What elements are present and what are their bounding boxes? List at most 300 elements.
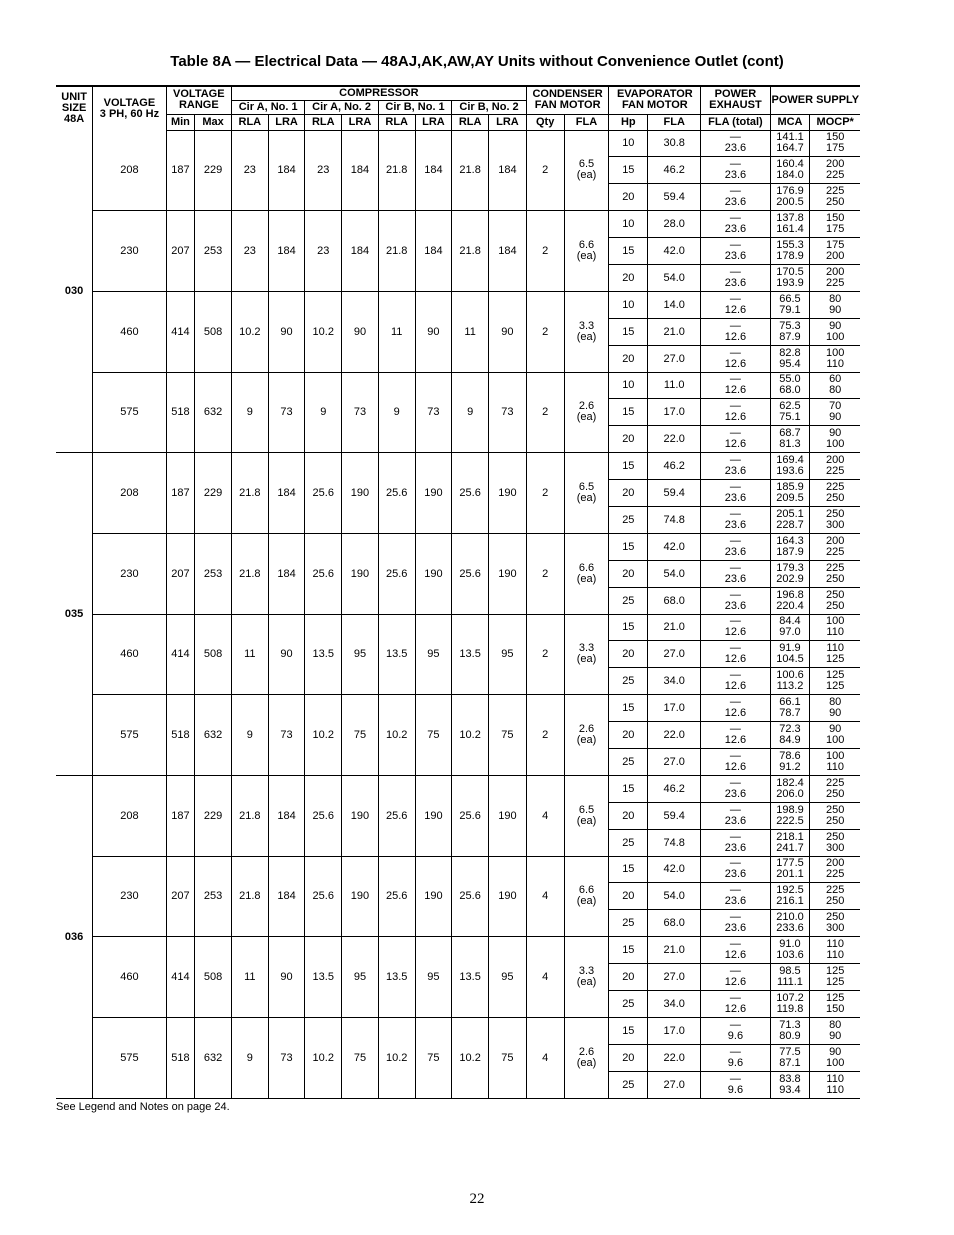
header-voltage-line: 3 PH, 60 Hz — [99, 107, 160, 120]
header-voltage — [93, 86, 166, 130]
power-exhaust-value: 9.6 — [727, 1083, 744, 1096]
mca-value-without-pe: 218.1 — [776, 830, 804, 843]
power-exhaust-cell — [701, 668, 770, 695]
mca-value-with-pe: 75.1 — [779, 411, 801, 424]
voltage-min-cell: 187 — [166, 453, 195, 534]
compressor-rla-cell: 11 — [231, 614, 268, 695]
compressor-lra-cell: 75 — [488, 695, 526, 776]
mca-value-with-pe: 119.8 — [776, 1002, 804, 1015]
compressor-lra-cell: 73 — [268, 1017, 305, 1098]
mca-value-with-pe: 233.6 — [776, 922, 804, 935]
compressor-lra-cell: 184 — [488, 211, 526, 292]
power-exhaust-cell — [701, 291, 770, 318]
mocp-value-with-pe: 110 — [826, 760, 844, 773]
power-exhaust-value: 12.6 — [724, 707, 747, 720]
voltage-max-cell: 229 — [195, 130, 232, 211]
mca-value-with-pe: 91.2 — [779, 760, 801, 773]
mocp-cell — [810, 453, 860, 480]
mocp-cell — [810, 1071, 860, 1098]
mocp-value-without-pe: 125 — [826, 965, 845, 978]
mca-value-with-pe: 209.5 — [776, 492, 804, 505]
compressor-rla-cell: 21.8 — [231, 775, 268, 856]
mocp-cell — [810, 856, 860, 883]
mocp-value-without-pe: 200 — [826, 265, 845, 278]
evap-hp-cell: 20 — [609, 722, 648, 749]
power-exhaust-none: — — [729, 991, 741, 1004]
compressor-rla-cell: 10.2 — [378, 1017, 415, 1098]
mca-cell — [770, 937, 810, 964]
mocp-cell — [810, 211, 860, 238]
header-unit-size-line: UNIT — [61, 91, 87, 103]
mocp-value-without-pe: 125 — [826, 669, 845, 682]
compressor-lra-cell: 190 — [342, 775, 379, 856]
table-row — [56, 614, 860, 641]
header-power-exhaust-line: POWER — [714, 88, 757, 101]
power-exhaust-none: — — [729, 239, 741, 251]
condenser-qty-cell: 2 — [526, 614, 564, 695]
mca-value-with-pe: 95.4 — [779, 357, 801, 370]
mca-value-without-pe: 169.4 — [776, 454, 804, 467]
compressor-rla-cell: 10.2 — [305, 291, 342, 372]
power-exhaust-value: 23.6 — [724, 169, 747, 182]
voltage-max-cell: 253 — [195, 211, 232, 292]
mca-cell — [770, 695, 810, 722]
power-exhaust-cell — [701, 802, 770, 829]
voltage-cell: 208 — [93, 453, 166, 534]
compressor-lra-cell: 184 — [268, 453, 305, 534]
compressor-rla-cell: 23 — [305, 130, 342, 211]
mca-cell — [770, 291, 810, 318]
mocp-value-without-pe: 200 — [826, 454, 845, 467]
mca-value-without-pe: 176.9 — [776, 185, 804, 198]
condenser-qty-cell: 2 — [526, 211, 564, 292]
header-cir-b2: Cir B, No. 2 — [452, 100, 527, 114]
power-exhaust-none: — — [729, 212, 741, 225]
compressor-lra-cell: 75 — [342, 695, 379, 776]
evap-hp-cell: 15 — [609, 238, 648, 265]
mca-cell — [770, 614, 810, 641]
mocp-value-with-pe: 175 — [826, 223, 845, 236]
mocp-value-without-pe: 150 — [826, 212, 845, 225]
compressor-rla-cell: 21.8 — [452, 211, 489, 292]
condenser-fla-value: 3.3 — [578, 642, 595, 655]
evap-hp-cell: 25 — [609, 1071, 648, 1098]
table-row — [56, 211, 860, 238]
evap-fla-cell: 54.0 — [648, 264, 701, 291]
header-voltage-line: VOLTAGE — [103, 96, 156, 109]
power-exhaust-none: — — [729, 911, 741, 924]
mca-cell — [770, 910, 810, 937]
mca-value-without-pe: 170.5 — [776, 265, 804, 278]
mca-value-with-pe: 164.7 — [776, 142, 804, 155]
voltage-max-cell: 632 — [195, 1017, 232, 1098]
condenser-qty-cell: 2 — [526, 372, 564, 453]
mocp-value-with-pe: 125 — [826, 680, 845, 693]
mocp-value-with-pe: 250 — [826, 599, 845, 612]
mca-value-without-pe: 77.5 — [779, 1045, 801, 1058]
compressor-rla-cell: 11 — [452, 291, 489, 372]
compressor-lra-cell: 90 — [268, 291, 305, 372]
mca-cell — [770, 964, 810, 991]
mocp-value-without-pe: 225 — [826, 185, 845, 198]
header-evaporator-line: EVAPORATOR — [616, 88, 693, 101]
power-exhaust-none: — — [729, 696, 741, 709]
evap-fla-cell: 34.0 — [648, 668, 701, 695]
mocp-value-with-pe: 125 — [826, 653, 845, 666]
mocp-value-with-pe: 225 — [826, 276, 845, 289]
evap-fla-cell: 42.0 — [648, 856, 701, 883]
compressor-rla-cell: 25.6 — [378, 775, 415, 856]
voltage-cell: 208 — [93, 130, 166, 211]
condenser-fla-unit: (ea) — [576, 976, 597, 989]
compressor-lra-cell: 190 — [415, 533, 452, 614]
compressor-rla-cell: 9 — [231, 1017, 268, 1098]
mocp-value-without-pe: 90 — [829, 319, 842, 332]
mca-value-with-pe: 187.9 — [776, 545, 804, 558]
mca-value-without-pe: 210.0 — [776, 911, 804, 924]
header-compressor: COMPRESSOR — [231, 86, 526, 100]
power-exhaust-none: — — [729, 776, 741, 789]
mca-cell — [770, 722, 810, 749]
condenser-fla-unit: (ea) — [576, 734, 597, 747]
evap-fla-cell: 22.0 — [648, 722, 701, 749]
power-exhaust-value: 12.6 — [724, 303, 747, 316]
evap-hp-cell: 20 — [609, 184, 648, 211]
mocp-value-without-pe: 80 — [829, 1018, 842, 1031]
evap-hp-cell: 20 — [609, 560, 648, 587]
power-exhaust-none: — — [729, 1018, 741, 1031]
mca-value-without-pe: 164.3 — [776, 534, 804, 547]
mocp-value-without-pe: 100 — [826, 615, 845, 628]
compressor-lra-cell: 184 — [268, 856, 305, 937]
evap-fla-cell: 14.0 — [648, 291, 701, 318]
power-exhaust-value: 12.6 — [724, 330, 747, 343]
condenser-fla-unit: (ea) — [576, 1056, 597, 1069]
power-exhaust-none: — — [729, 265, 741, 278]
compressor-rla-cell: 9 — [452, 372, 489, 453]
evap-fla-cell: 11.0 — [648, 372, 701, 399]
header-fla-total: FLA (total) — [701, 114, 770, 130]
power-exhaust-none: — — [729, 534, 741, 547]
compressor-lra-cell: 95 — [342, 937, 379, 1018]
voltage-min-cell: 207 — [166, 211, 195, 292]
mocp-value-without-pe: 200 — [826, 158, 845, 171]
mocp-value-without-pe: 200 — [826, 857, 845, 870]
compressor-lra-cell: 73 — [268, 372, 305, 453]
power-exhaust-cell — [701, 184, 770, 211]
mocp-value-without-pe: 250 — [826, 507, 845, 520]
voltage-max-cell: 632 — [195, 372, 232, 453]
evap-fla-cell: 59.4 — [648, 480, 701, 507]
mocp-value-with-pe: 90 — [829, 1029, 842, 1042]
mca-cell — [770, 264, 810, 291]
evap-fla-cell: 74.8 — [648, 829, 701, 856]
mca-value-without-pe: 98.5 — [779, 965, 801, 978]
evap-hp-cell: 25 — [609, 506, 648, 533]
evap-fla-cell: 30.8 — [648, 130, 701, 157]
table-header — [56, 86, 860, 130]
table-body — [56, 130, 860, 1098]
power-exhaust-value: 23.6 — [724, 250, 747, 262]
evap-hp-cell: 20 — [609, 641, 648, 668]
power-exhaust-none: — — [729, 938, 741, 951]
evap-fla-cell: 21.0 — [648, 318, 701, 345]
mocp-value-without-pe: 250 — [826, 588, 845, 601]
mocp-cell — [810, 238, 860, 265]
table-row — [56, 291, 860, 318]
header-evaporator-fan-motor — [609, 86, 701, 114]
compressor-rla-cell: 25.6 — [452, 775, 489, 856]
condenser-fla-value: 6.5 — [578, 803, 595, 816]
mca-value-with-pe: 87.9 — [779, 330, 801, 343]
page-number: 22 — [469, 1191, 485, 1207]
mca-value-with-pe: 193.9 — [776, 276, 804, 289]
power-exhaust-none: — — [729, 319, 741, 332]
mca-cell — [770, 184, 810, 211]
mca-cell — [770, 991, 810, 1018]
mocp-value-with-pe: 100 — [826, 1056, 845, 1069]
evap-hp-cell: 15 — [609, 695, 648, 722]
evap-hp-cell: 10 — [609, 291, 648, 318]
power-exhaust-cell — [701, 480, 770, 507]
power-exhaust-cell — [701, 641, 770, 668]
power-exhaust-cell — [701, 453, 770, 480]
mocp-value-without-pe: 110 — [826, 938, 844, 951]
mca-cell — [770, 426, 810, 453]
compressor-lra-cell: 184 — [268, 533, 305, 614]
condenser-fla-unit: (ea) — [576, 572, 597, 585]
compressor-rla-cell: 9 — [231, 372, 268, 453]
mocp-value-without-pe: 250 — [826, 911, 845, 924]
mca-value-without-pe: 68.7 — [779, 427, 801, 440]
mocp-cell — [810, 426, 860, 453]
mocp-cell — [810, 480, 860, 507]
mca-value-with-pe: 80.9 — [779, 1029, 801, 1042]
power-exhaust-value: 12.6 — [724, 411, 747, 424]
evap-fla-cell: 54.0 — [648, 883, 701, 910]
mocp-cell — [810, 1044, 860, 1071]
power-exhaust-cell — [701, 1017, 770, 1044]
mca-value-without-pe: 177.5 — [776, 857, 804, 870]
header-voltage-range — [166, 86, 231, 114]
power-exhaust-value: 12.6 — [724, 760, 747, 773]
mocp-value-with-pe: 100 — [826, 330, 845, 343]
voltage-max-cell: 632 — [195, 695, 232, 776]
mocp-value-without-pe: 175 — [826, 239, 845, 251]
evap-hp-cell: 10 — [609, 372, 648, 399]
evap-fla-cell: 46.2 — [648, 157, 701, 184]
voltage-min-cell: 187 — [166, 775, 195, 856]
mocp-value-without-pe: 70 — [829, 400, 842, 413]
table-row — [56, 937, 860, 964]
power-exhaust-value: 23.6 — [724, 276, 747, 289]
mocp-value-without-pe: 225 — [826, 776, 845, 789]
header-qty: Qty — [526, 114, 564, 130]
header-power-exhaust — [701, 86, 770, 114]
evap-fla-cell: 22.0 — [648, 426, 701, 453]
mca-cell — [770, 883, 810, 910]
evap-fla-cell: 46.2 — [648, 453, 701, 480]
condenser-fla-cell — [564, 211, 609, 292]
mocp-value-with-pe: 250 — [826, 895, 845, 908]
mocp-cell — [810, 291, 860, 318]
compressor-lra-cell: 73 — [268, 695, 305, 776]
power-exhaust-value: 12.6 — [724, 976, 747, 989]
mocp-value-without-pe: 80 — [829, 292, 842, 305]
evap-hp-cell: 15 — [609, 1017, 648, 1044]
power-exhaust-none: — — [729, 884, 741, 897]
header-lra: LRA — [415, 114, 452, 130]
mca-cell — [770, 453, 810, 480]
table-row — [56, 533, 860, 560]
mca-value-with-pe: 84.9 — [779, 734, 801, 747]
voltage-min-cell: 414 — [166, 937, 195, 1018]
compressor-lra-cell: 90 — [268, 937, 305, 1018]
mca-cell — [770, 1071, 810, 1098]
mocp-value-with-pe: 110 — [826, 626, 844, 639]
evap-hp-cell: 10 — [609, 211, 648, 238]
mca-value-without-pe: 66.1 — [779, 696, 801, 709]
condenser-fla-unit: (ea) — [576, 169, 597, 182]
evap-fla-cell: 42.0 — [648, 533, 701, 560]
compressor-lra-cell: 184 — [342, 130, 379, 211]
mocp-cell — [810, 748, 860, 775]
condenser-fla-cell — [564, 775, 609, 856]
power-exhaust-none: — — [729, 642, 741, 655]
table-row — [56, 372, 860, 399]
power-exhaust-none: — — [729, 454, 741, 467]
mca-value-with-pe: 87.1 — [779, 1056, 801, 1069]
mca-value-with-pe: 228.7 — [776, 518, 804, 531]
evap-hp-cell: 20 — [609, 802, 648, 829]
power-exhaust-none: — — [729, 507, 741, 520]
condenser-qty-cell: 4 — [526, 1017, 564, 1098]
mca-value-without-pe: 55.0 — [779, 373, 801, 386]
power-exhaust-value: 23.6 — [724, 465, 747, 478]
compressor-rla-cell: 10.2 — [231, 291, 268, 372]
compressor-lra-cell: 190 — [415, 856, 452, 937]
compressor-rla-cell: 25.6 — [305, 453, 342, 534]
header-unit-size-line: SIZE — [61, 102, 87, 114]
mocp-value-with-pe: 90 — [829, 411, 842, 424]
mca-cell — [770, 506, 810, 533]
electrical-data-table — [56, 85, 860, 1099]
header-rla: RLA — [452, 114, 489, 130]
mca-value-without-pe: 91.0 — [779, 938, 801, 951]
compressor-lra-cell: 190 — [488, 533, 526, 614]
mocp-value-with-pe: 80 — [829, 384, 842, 397]
header-rla: RLA — [231, 114, 268, 130]
evap-fla-cell: 46.2 — [648, 775, 701, 802]
mocp-value-without-pe: 250 — [826, 830, 845, 843]
power-exhaust-none: — — [729, 803, 741, 816]
evap-hp-cell: 15 — [609, 775, 648, 802]
evap-fla-cell: 21.0 — [648, 937, 701, 964]
condenser-fla-value: 6.5 — [578, 158, 595, 171]
mocp-value-with-pe: 300 — [826, 518, 845, 531]
mocp-value-without-pe: 60 — [829, 373, 842, 386]
compressor-lra-cell: 95 — [488, 937, 526, 1018]
mocp-value-with-pe: 300 — [826, 841, 845, 854]
compressor-lra-cell: 184 — [488, 130, 526, 211]
mca-value-with-pe: 103.6 — [776, 949, 804, 962]
mca-value-without-pe: 91.9 — [779, 642, 801, 655]
power-exhaust-none: — — [729, 830, 741, 843]
mca-value-without-pe: 185.9 — [776, 481, 804, 494]
power-exhaust-cell — [701, 560, 770, 587]
voltage-cell: 575 — [93, 1017, 166, 1098]
condenser-fla-cell — [564, 130, 609, 211]
mocp-value-with-pe: 250 — [826, 492, 845, 505]
compressor-lra-cell: 75 — [415, 1017, 452, 1098]
power-exhaust-value: 23.6 — [724, 223, 747, 236]
condenser-fla-unit: (ea) — [576, 895, 597, 908]
mocp-cell — [810, 991, 860, 1018]
mocp-value-without-pe: 250 — [826, 803, 845, 816]
condenser-fla-unit: (ea) — [576, 814, 597, 827]
mca-value-without-pe: 107.2 — [776, 991, 804, 1004]
mocp-value-with-pe: 200 — [826, 250, 845, 262]
compressor-lra-cell: 95 — [342, 614, 379, 695]
power-exhaust-value: 12.6 — [724, 949, 747, 962]
evap-fla-cell: 17.0 — [648, 399, 701, 426]
voltage-cell: 230 — [93, 856, 166, 937]
power-exhaust-value: 12.6 — [724, 680, 747, 693]
mocp-cell — [810, 695, 860, 722]
condenser-fla-cell — [564, 453, 609, 534]
power-exhaust-none: — — [729, 965, 741, 978]
mca-value-with-pe: 78.7 — [779, 707, 801, 720]
mocp-value-with-pe: 250 — [826, 787, 845, 800]
mca-value-with-pe: 178.9 — [776, 250, 804, 262]
voltage-max-cell: 508 — [195, 937, 232, 1018]
mocp-value-with-pe: 300 — [826, 922, 845, 935]
compressor-rla-cell: 13.5 — [378, 614, 415, 695]
mca-cell — [770, 157, 810, 184]
mocp-value-without-pe: 125 — [826, 991, 845, 1004]
condenser-fla-value: 6.5 — [578, 481, 595, 494]
mocp-value-without-pe: 150 — [826, 131, 845, 144]
mocp-value-with-pe: 225 — [826, 169, 845, 182]
evap-hp-cell: 25 — [609, 668, 648, 695]
mocp-cell — [810, 1017, 860, 1044]
power-exhaust-cell — [701, 748, 770, 775]
mca-value-without-pe: 141.1 — [776, 131, 804, 144]
power-exhaust-value: 9.6 — [727, 1056, 744, 1069]
power-exhaust-none: — — [729, 561, 741, 574]
condenser-fla-cell — [564, 291, 609, 372]
table-row — [56, 453, 860, 480]
mocp-value-with-pe: 100 — [826, 438, 845, 451]
compressor-lra-cell: 90 — [488, 291, 526, 372]
evap-hp-cell: 15 — [609, 856, 648, 883]
mocp-value-with-pe: 250 — [826, 814, 845, 827]
power-exhaust-value: 23.6 — [724, 841, 747, 854]
mocp-value-with-pe: 110 — [826, 949, 844, 962]
mca-value-with-pe: 161.4 — [776, 223, 804, 236]
compressor-lra-cell: 95 — [415, 937, 452, 1018]
voltage-cell: 575 — [93, 372, 166, 453]
mocp-value-without-pe: 110 — [826, 1072, 844, 1085]
voltage-cell: 230 — [93, 533, 166, 614]
compressor-rla-cell: 13.5 — [378, 937, 415, 1018]
condenser-qty-cell: 2 — [526, 533, 564, 614]
mca-value-without-pe: 71.3 — [779, 1018, 801, 1031]
mca-value-with-pe: 184.0 — [776, 169, 804, 182]
unit-size-cell: 036 — [56, 775, 93, 1098]
power-exhaust-cell — [701, 883, 770, 910]
compressor-lra-cell: 184 — [342, 211, 379, 292]
